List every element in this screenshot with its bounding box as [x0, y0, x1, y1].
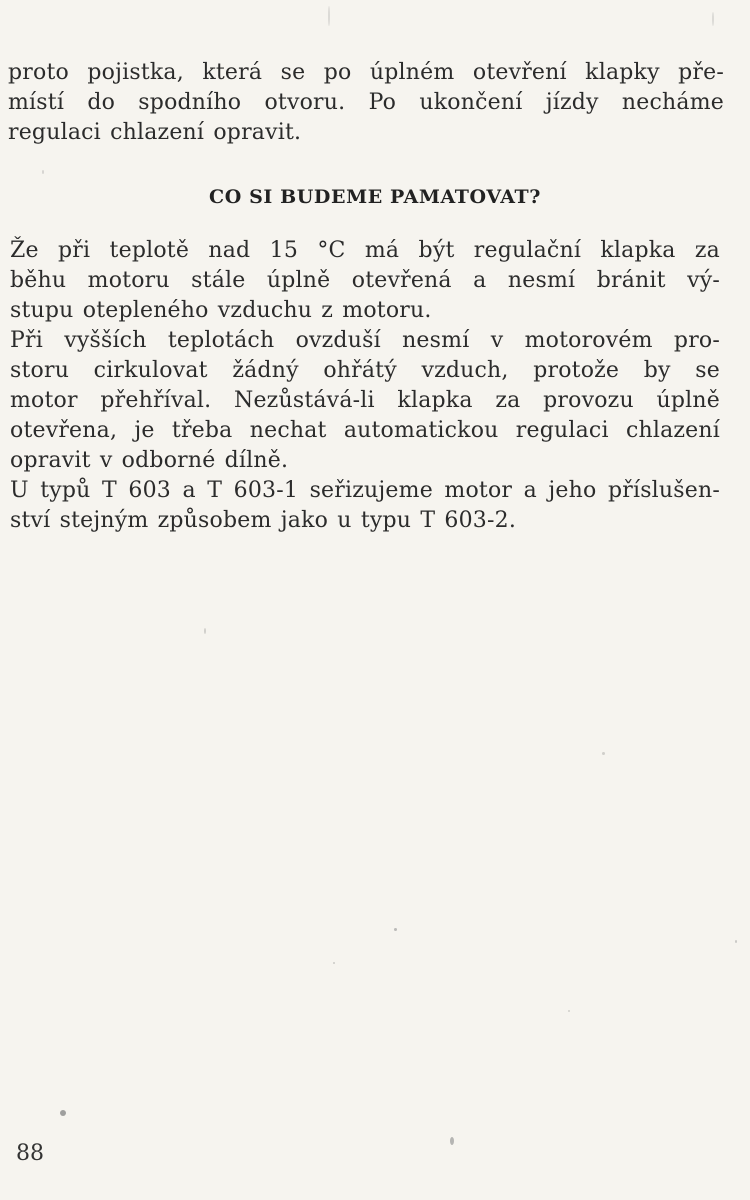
scan-speck — [328, 6, 330, 26]
text-line: regulaci chlazení opravit. — [8, 120, 302, 145]
scan-speck — [42, 170, 44, 174]
scan-speck — [60, 1110, 66, 1116]
scan-speck — [204, 628, 206, 634]
text-line: stupu otepleného vzduchu z motoru. — [10, 298, 432, 323]
text-line: Při vyšších teplotách ovzduší nesmí v motorovém pro- — [10, 328, 720, 353]
text-line: Že při teplotě nad 15 °C má být regulační klapka za — [10, 238, 720, 263]
body-paragraphs — [10, 236, 720, 536]
scan-speck — [394, 928, 397, 931]
text-line: motor přehříval. Nezůstává-li klapka za provozu úplně — [10, 388, 720, 413]
text-line: otevřena, je třeba nechat automatickou regulaci chlazení — [10, 418, 720, 443]
page-number: 88 — [16, 1141, 44, 1166]
text-line: běhu motoru stále úplně otevřená a nesmí bránit vý- — [10, 268, 720, 293]
text-line: místí do spodního otvoru. Po ukončení jízdy necháme — [8, 90, 724, 115]
text-line: storu cirkulovat žádný ohřátý vzduch, protože by se — [10, 358, 720, 383]
scan-speck — [568, 1010, 570, 1012]
section-heading: CO SI BUDEME PAMATOVAT? — [208, 186, 541, 208]
intro-paragraph — [8, 58, 724, 148]
scan-speck — [450, 1137, 454, 1145]
scan-speck — [735, 940, 737, 943]
scan-speck — [333, 962, 335, 964]
text-line: U typů T 603 a T 603-1 seřizujeme motor a jeho příslušen- — [10, 478, 720, 503]
text-line: ství stejným způsobem jako u typu T 603-2. — [10, 508, 517, 533]
scan-speck — [712, 12, 714, 26]
text-line: proto pojistka, která se po úplném otevření klapky pře- — [8, 60, 724, 85]
text-line: opravit v odborné dílně. — [10, 448, 289, 473]
scan-speck — [602, 752, 605, 755]
